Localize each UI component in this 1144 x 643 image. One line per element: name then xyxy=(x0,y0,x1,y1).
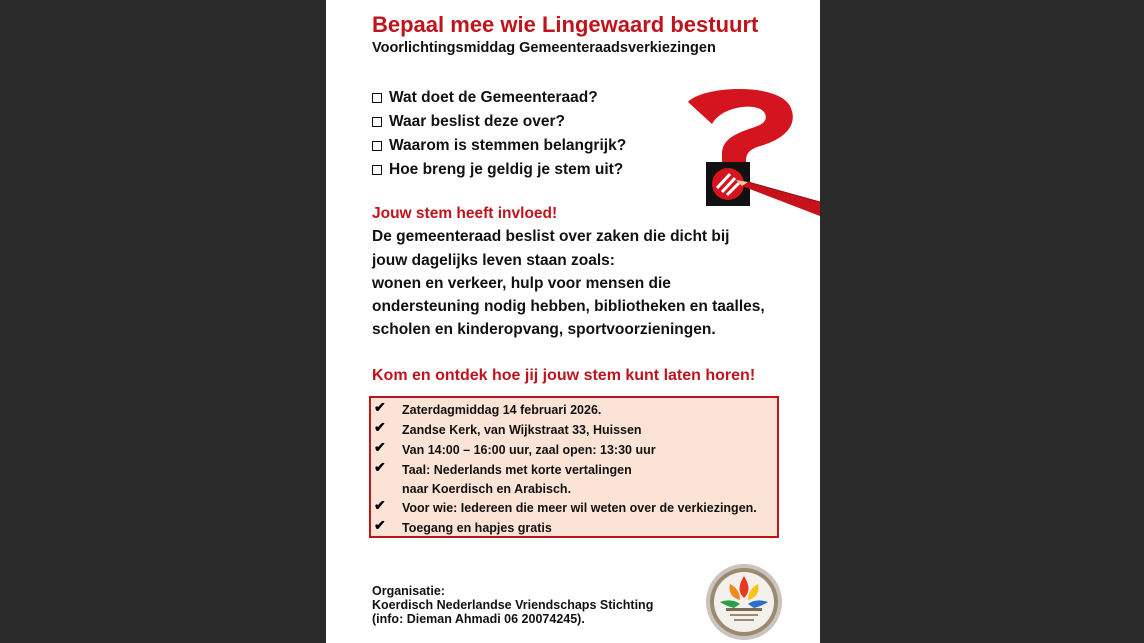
check-mark-icon: ✔ xyxy=(374,459,386,475)
check-mark-icon: ✔ xyxy=(374,497,386,513)
page-title: Bepaal mee wie Lingewaard bestuurt xyxy=(372,12,759,37)
check-mark-icon: ✔ xyxy=(374,439,386,455)
question-text: Hoe breng je geldig je stem uit? xyxy=(389,161,624,178)
influence-line: jouw dagelijks leven staan zoals: xyxy=(372,252,615,269)
event-details-box xyxy=(369,396,779,538)
checkbox-square-icon xyxy=(372,93,382,103)
checkbox-square-icon xyxy=(372,141,382,151)
detail-language-cont: naar Koerdisch en Arabisch. xyxy=(402,482,572,496)
call-to-action: Kom en ontdek hoe jij jouw stem kunt laten horen! xyxy=(372,367,756,384)
influence-heading: Jouw stem heeft invloed! xyxy=(372,205,558,222)
detail-time: Van 14:00 – 16:00 uur, zaal open: 13:30 uur xyxy=(402,443,656,457)
question-mark-icon xyxy=(682,84,820,220)
influence-line: De gemeenteraad beslist over zaken die dicht bij xyxy=(372,228,730,245)
flyer-page xyxy=(326,0,820,643)
detail-audience: Voor wie: Iedereen die meer wil weten over de verkiezingen. xyxy=(402,501,757,515)
page-subtitle: Voorlichtingsmiddag Gemeenteraadsverkiezingen xyxy=(372,40,716,56)
question-item xyxy=(372,89,598,107)
organisation-contact: (info: Dieman Ahmadi 06 20074245). xyxy=(372,612,585,626)
detail-language: Taal: Nederlands met korte vertalingen xyxy=(402,463,632,477)
question-text: Wat doet de Gemeenteraad? xyxy=(389,89,598,106)
organisation-label: Organisatie: xyxy=(372,584,445,598)
question-item xyxy=(372,161,623,179)
organisation-logo-icon xyxy=(704,562,784,642)
check-mark-icon: ✔ xyxy=(374,399,386,415)
influence-line: wonen en verkeer, hulp voor mensen die xyxy=(372,275,671,292)
detail-date: Zaterdagmiddag 14 februari 2026. xyxy=(402,403,602,417)
checkbox-square-icon xyxy=(372,117,382,127)
question-item xyxy=(372,113,565,131)
organisation-name: Koerdisch Nederlandse Vriendschaps Stichting xyxy=(372,598,654,612)
detail-location: Zandse Kerk, van Wijkstraat 33, Huissen xyxy=(402,423,642,437)
check-mark-icon: ✔ xyxy=(374,419,386,435)
question-item xyxy=(372,137,626,155)
checkbox-square-icon xyxy=(372,165,382,175)
check-mark-icon: ✔ xyxy=(374,517,386,533)
influence-line: ondersteuning nodig hebben, bibliotheken en taalles, xyxy=(372,298,765,315)
question-text: Waar beslist deze over? xyxy=(389,113,566,130)
detail-entry: Toegang en hapjes gratis xyxy=(402,521,552,535)
influence-line: scholen en kinderopvang, sportvoorzieningen. xyxy=(372,321,716,338)
question-text: Waarom is stemmen belangrijk? xyxy=(389,137,627,154)
